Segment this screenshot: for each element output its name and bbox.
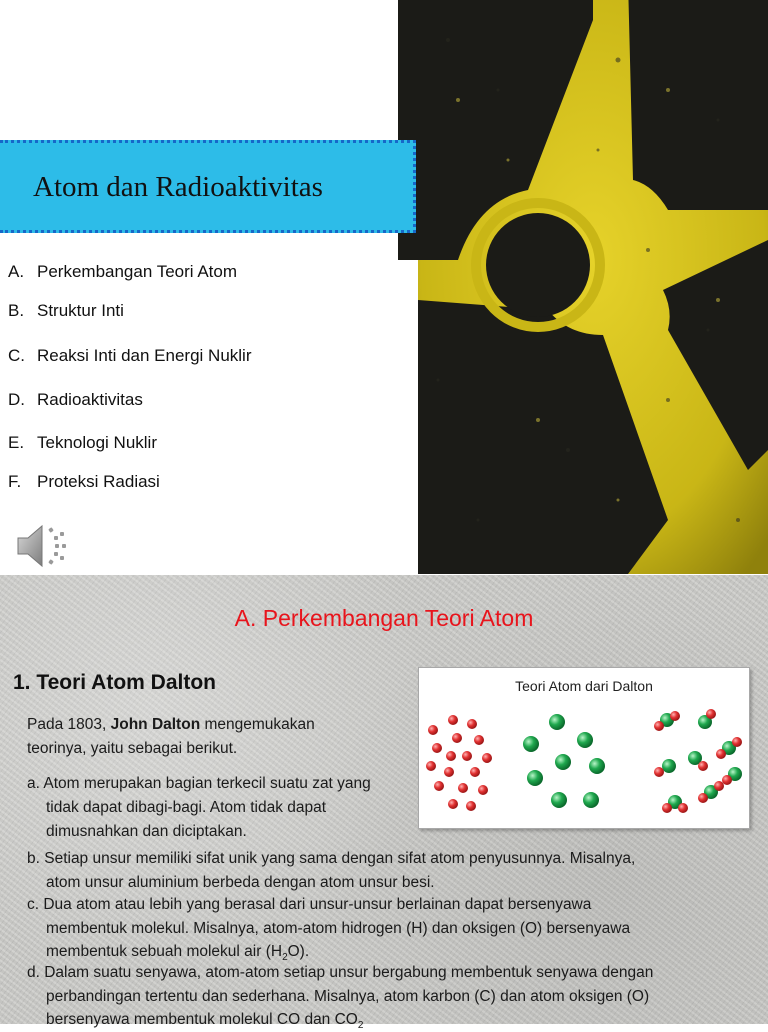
- menu-item-c[interactable]: [8, 346, 251, 366]
- point-a-line-3: dimusnahkan dan diciptakan.: [46, 823, 247, 840]
- point-c-line-1: c. Dua atom atau lebih yang berasal dari unsur-unsur berlainan dapat bersenyawa: [27, 896, 592, 913]
- subsection-heading: 1. Teori Atom Dalton: [13, 671, 217, 694]
- intro-text: Pada 1803,: [27, 716, 111, 733]
- menu-item-a[interactable]: [8, 262, 237, 282]
- menu-item-letter: F.: [8, 472, 22, 491]
- menu-item-label: Radioaktivitas: [37, 390, 143, 409]
- subscript: 2: [357, 1020, 364, 1032]
- menu-item-b[interactable]: [8, 301, 124, 321]
- speaker-icon[interactable]: [14, 520, 70, 572]
- atoms-illustration: [419, 668, 749, 828]
- menu-item-letter: E.: [8, 433, 25, 452]
- menu-item-e[interactable]: [8, 433, 157, 453]
- point-d-text: bersenyawa membentuk molekul CO dan CO: [46, 1011, 358, 1028]
- intro-line-2: teorinya, yaitu sebagai berikut.: [27, 740, 238, 757]
- section-heading: A. Perkembangan Teori Atom: [234, 605, 534, 631]
- point-d-line-2: perbandingan tertentu dan sederhana. Misalnya, atom karbon (C) dan atom oksigen (O): [46, 988, 650, 1005]
- content-slide: [0, 575, 768, 1032]
- dalton-figure: [418, 667, 750, 829]
- point-c-text: O).: [287, 943, 310, 960]
- slide-title: Atom dan Radioaktivitas: [33, 171, 323, 203]
- point-b-line-1: b. Setiap unsur memiliki sifat unik yang sama dengan sifat atom penyusunnya. Misalnya,: [27, 850, 636, 867]
- radiation-hazard-image: [418, 0, 768, 574]
- intro-line-1: [27, 713, 315, 737]
- point-a-line-1: a. Atom merupakan bagian terkecil suatu zat yang: [27, 775, 371, 792]
- subscript: 2: [282, 952, 288, 964]
- menu-item-label: Proteksi Radiasi: [37, 472, 160, 491]
- menu-item-f[interactable]: [8, 472, 160, 492]
- menu-item-letter: B.: [8, 301, 25, 320]
- point-d-line-3: [46, 1008, 363, 1032]
- menu-item-letter: C.: [8, 346, 25, 365]
- figure-title: Teori Atom dari Dalton: [515, 678, 653, 694]
- title-banner: [0, 140, 416, 233]
- point-c-line-2: membentuk molekul. Misalnya, atom-atom hidrogen (H) dan oksigen (O) bersenyawa: [46, 920, 631, 937]
- point-d-line-1: d. Dalam suatu senyawa, atom-atom setiap unsur bergabung membentuk senyawa dengan: [27, 964, 654, 981]
- intro-text: mengemukakan: [200, 716, 315, 733]
- menu-item-label: Teknologi Nuklir: [37, 433, 157, 452]
- point-c-text: membentuk sebuah molekul air (H: [46, 943, 283, 960]
- menu-item-label: Perkembangan Teori Atom: [37, 262, 238, 281]
- menu-item-label: Reaksi Inti dan Energi Nuklir: [37, 346, 252, 365]
- menu-item-letter: D.: [8, 390, 25, 409]
- point-b-line-2: atom unsur aluminium berbeda dengan atom unsur besi.: [46, 874, 435, 891]
- menu-item-label: Struktur Inti: [37, 301, 124, 320]
- menu-item-d[interactable]: [8, 390, 143, 410]
- point-a-line-2: tidak dapat dibagi-bagi. Atom tidak dapat: [46, 799, 327, 816]
- menu-item-letter: A.: [8, 262, 25, 281]
- scientist-name: John Dalton: [110, 716, 201, 733]
